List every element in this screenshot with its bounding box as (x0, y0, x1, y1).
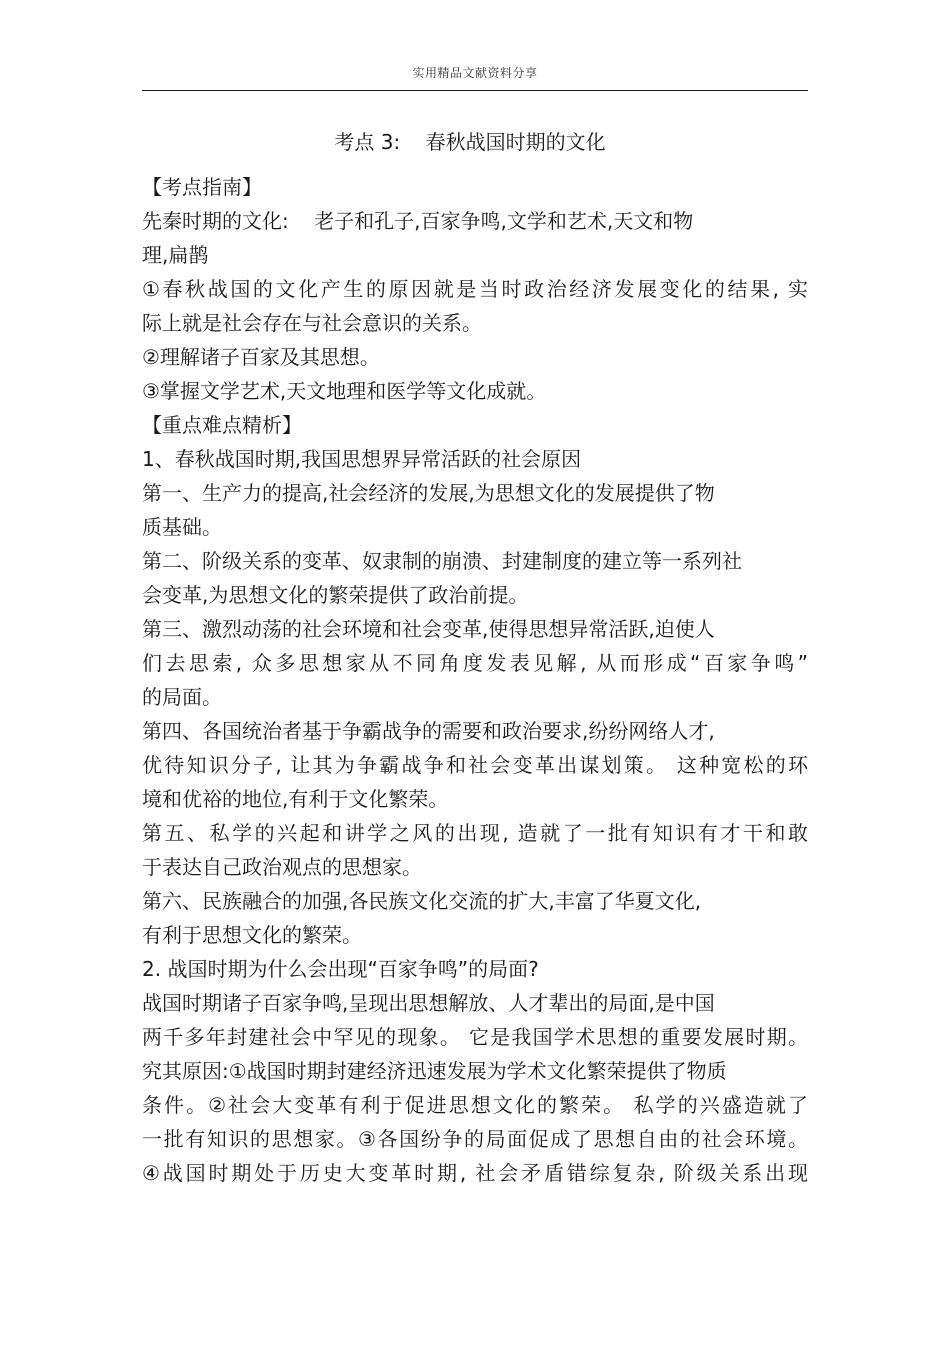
text-line: 际上就是社会存在与社会意识的关系。 (142, 311, 482, 335)
text-line: 先秦时期的文化: 老子和孔子,百家争鸣,文学和艺术,天文和物 (142, 209, 694, 233)
text-line: 的局面。 (142, 685, 222, 709)
text-line: 第四、各国统治者基于争霸战争的需要和政治要求,纷纷网络人才, (142, 719, 715, 743)
text-line: 第三、激烈动荡的社会环境和社会变革,使得思想异常活跃,迫使人 (142, 617, 715, 641)
text-line: ①春秋战国的文化产生的原因就是当时政治经济发展变化的结果, 实 (142, 277, 808, 301)
text-line: 们去思索, 众多思想家从不同角度发表见解, 从而形成“百家争鸣” (142, 651, 808, 675)
text-line: 质基础。 (142, 515, 222, 539)
text-line: 两千多年封建社会中罕见的现象。 它是我国学术思想的重要发展时期。 (142, 1025, 808, 1049)
text-line: 条件。②社会大变革有利于促进思想文化的繁荣。 私学的兴盛造就了 (142, 1093, 808, 1117)
text-line: 第二、阶级关系的变革、奴隶制的崩溃、封建制度的建立等一系列社 (142, 549, 742, 573)
text-line: ③掌握文学艺术,天文地理和医学等文化成就。 (142, 379, 547, 403)
text-line: 有利于思想文化的繁荣。 (142, 923, 362, 947)
page-header: 实用精品文献资料分享 (412, 66, 538, 80)
text-line: 【重点难点精析】 (142, 413, 302, 437)
text-line: 第六、民族融合的加强,各民族文化交流的扩大,丰富了华夏文化, (142, 889, 702, 913)
text-line: 境和优裕的地位,有利于文化繁荣。 (142, 787, 449, 811)
section-title: 考点 3: 春秋战国时期的文化 (334, 130, 606, 154)
text-line: 战国时期诸子百家争鸣,呈现出思想解放、人才辈出的局面,是中国 (142, 991, 715, 1015)
text-line: 一批有知识的思想家。③各国纷争的局面促成了思想自由的社会环境。 (142, 1127, 808, 1151)
text-line: 理,扁鹊 (142, 243, 209, 267)
text-line: 究其原因:①战国时期封建经济迅速发展为学术文化繁荣提供了物质 (142, 1059, 727, 1083)
text-line: 会变革,为思想文化的繁荣提供了政治前提。 (142, 583, 529, 607)
text-line: 第一、生产力的提高,社会经济的发展,为思想文化的发展提供了物 (142, 481, 715, 505)
text-line: 优待知识分子, 让其为争霸战争和社会变革出谋划策。 这种宽松的环 (142, 753, 808, 777)
text-line: 第五、私学的兴起和讲学之风的出现, 造就了一批有知识有才干和敢 (142, 821, 808, 845)
header-divider (142, 90, 808, 91)
text-line: 于表达自己政治观点的思想家。 (142, 855, 422, 879)
text-line: ②理解诸子百家及其思想。 (142, 345, 380, 369)
text-line: ④战国时期处于历史大变革时期, 社会矛盾错综复杂, 阶级关系出现 (142, 1161, 808, 1185)
text-line: 2. 战国时期为什么会出现“百家争鸣”的局面? (142, 957, 539, 981)
text-line: 1、春秋战国时期,我国思想界异常活跃的社会原因 (142, 447, 582, 471)
text-line: 【考点指南】 (142, 175, 262, 199)
document-body (142, 170, 808, 1190)
